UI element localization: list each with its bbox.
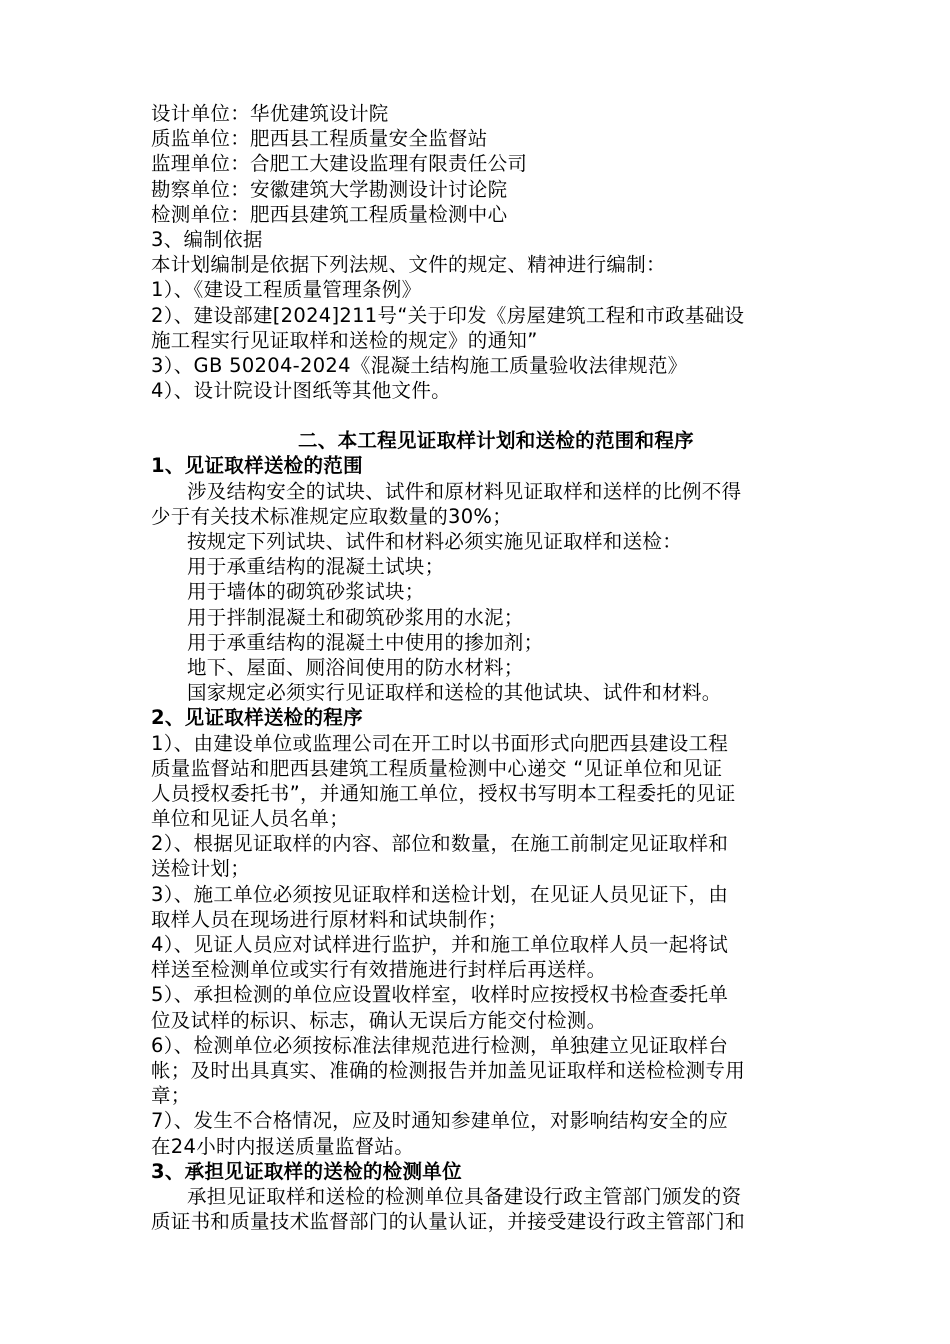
scope-line: 国家规定必须实行见证取样和送检的其他试块、试件和材料。 [187,681,722,705]
basis-title: 3、编制依据 [151,227,263,251]
lab-title: 3、承担见证取样的送检的检测单位 [151,1159,462,1183]
document-body [151,101,841,1234]
procedure-line: 1）、由建设单位或监理公司在开工时以书面形式向肥西县建设工程 [151,731,729,755]
procedure-line: 送检计划； [151,857,251,881]
basis-item: 施工程实行见证取样和送检的规定》的通知” [151,328,538,352]
procedure-line: 4）、见证人员应对试样进行监护，并和施工单位取样人员一起将试 [151,933,729,956]
testing-unit-line: 检测单位：肥西县建筑工程质量检测中心 [151,202,508,226]
procedure-line: 2）、根据见证取样的内容、部位和数量，在施工前制定见证取样和 [151,832,729,856]
supervision-unit-line: 监理单位：合肥工大建设监理有限责任公司 [151,152,528,176]
procedure-line: 7）、发生不合格情况，应及时通知参建单位，对影响结构安全的应 [151,1109,729,1133]
basis-item: 2）、建设部建[2024]211号“关于印发《房屋建筑工程和市政基础设 [151,303,745,327]
design-unit-line: 设计单位：华优建筑设计院 [151,102,389,125]
procedure-title: 2、见证取样送检的程序 [151,706,363,730]
procedure-line: 5）、承担检测的单位应设置收样室，收样时应按授权书检查委托单 [151,983,729,1007]
quality-supervision-unit-line: 质监单位：肥西县工程质量安全监督站 [151,127,488,151]
procedure-line: 6）、检测单位必须按标准法律规范进行检测，单独建立见证取样台 [151,1033,729,1057]
scope-line: 少于有关技术标准规定应取数量的30%； [151,504,513,528]
procedure-line: 样送至检测单位或实行有效措施进行封样后再送样。 [151,958,607,982]
basis-item: 1）、《建设工程质量管理条例》 [151,278,422,302]
procedure-line: 取样人员在现场进行原材料和试块制作； [151,907,508,931]
scope-line: 用于拌制混凝土和砌筑砂浆用的水泥； [187,605,524,629]
scope-line: 地下、屋面、厕浴间使用的防水材料； [187,655,524,679]
lab-line: 承担见证取样和送检的检测单位具备建设行政主管部门颁发的资 [187,1184,742,1208]
procedure-line: 3）、施工单位必须按见证取样和送检计划，在见证人员见证下，由 [151,882,729,906]
scope-line: 涉及结构安全的试块、试件和原材料见证取样和送样的比例不得 [187,479,742,503]
procedure-line: 单位和见证人员名单； [151,807,350,831]
scope-line: 用于承重结构的混凝土试块； [187,555,445,579]
basis-intro: 本计划编制是依据下列法规、文件的规定、精神进行编制： [151,253,666,277]
scope-title: 1、见证取样送检的范围 [151,454,363,478]
procedure-line: 质量监督站和肥西县建筑工程质量检测中心递交 “见证单位和见证 [151,756,723,780]
procedure-line: 人员授权委托书”，并通知施工单位，授权书写明本工程委托的见证 [151,781,736,805]
procedure-line: 章； [151,1084,191,1108]
procedure-line: 位及试样的标识、标志，确认无误后方能交付检测。 [151,1008,607,1032]
scope-line: 用于墙体的砌筑砂浆试块； [187,580,425,604]
section-heading: 二、本工程见证取样计划和送检的范围和程序 [297,429,694,453]
survey-unit-line: 勘察单位：安徽建筑大学勘测设计讨论院 [151,177,508,201]
scope-line: 用于承重结构的混凝土中使用的掺加剂； [187,630,544,654]
scope-line: 按规定下列试块、试件和材料必须实施见证取样和送检： [187,530,683,553]
procedure-line: 在24小时内报送质量监督站。 [151,1134,415,1158]
basis-item: 3）、GB 50204-2024《混凝土结构施工质量验收法律规范》 [151,353,688,377]
lab-line: 质证书和质量技术监督部门的认量认证，并接受建设行政主管部门和 [151,1210,746,1234]
basis-item: 4）、设计院设计图纸等其他文件。 [151,379,451,403]
procedure-line: 帐；及时出具真实、准确的检测报告并加盖见证取样和送检检测专用 [151,1058,746,1082]
